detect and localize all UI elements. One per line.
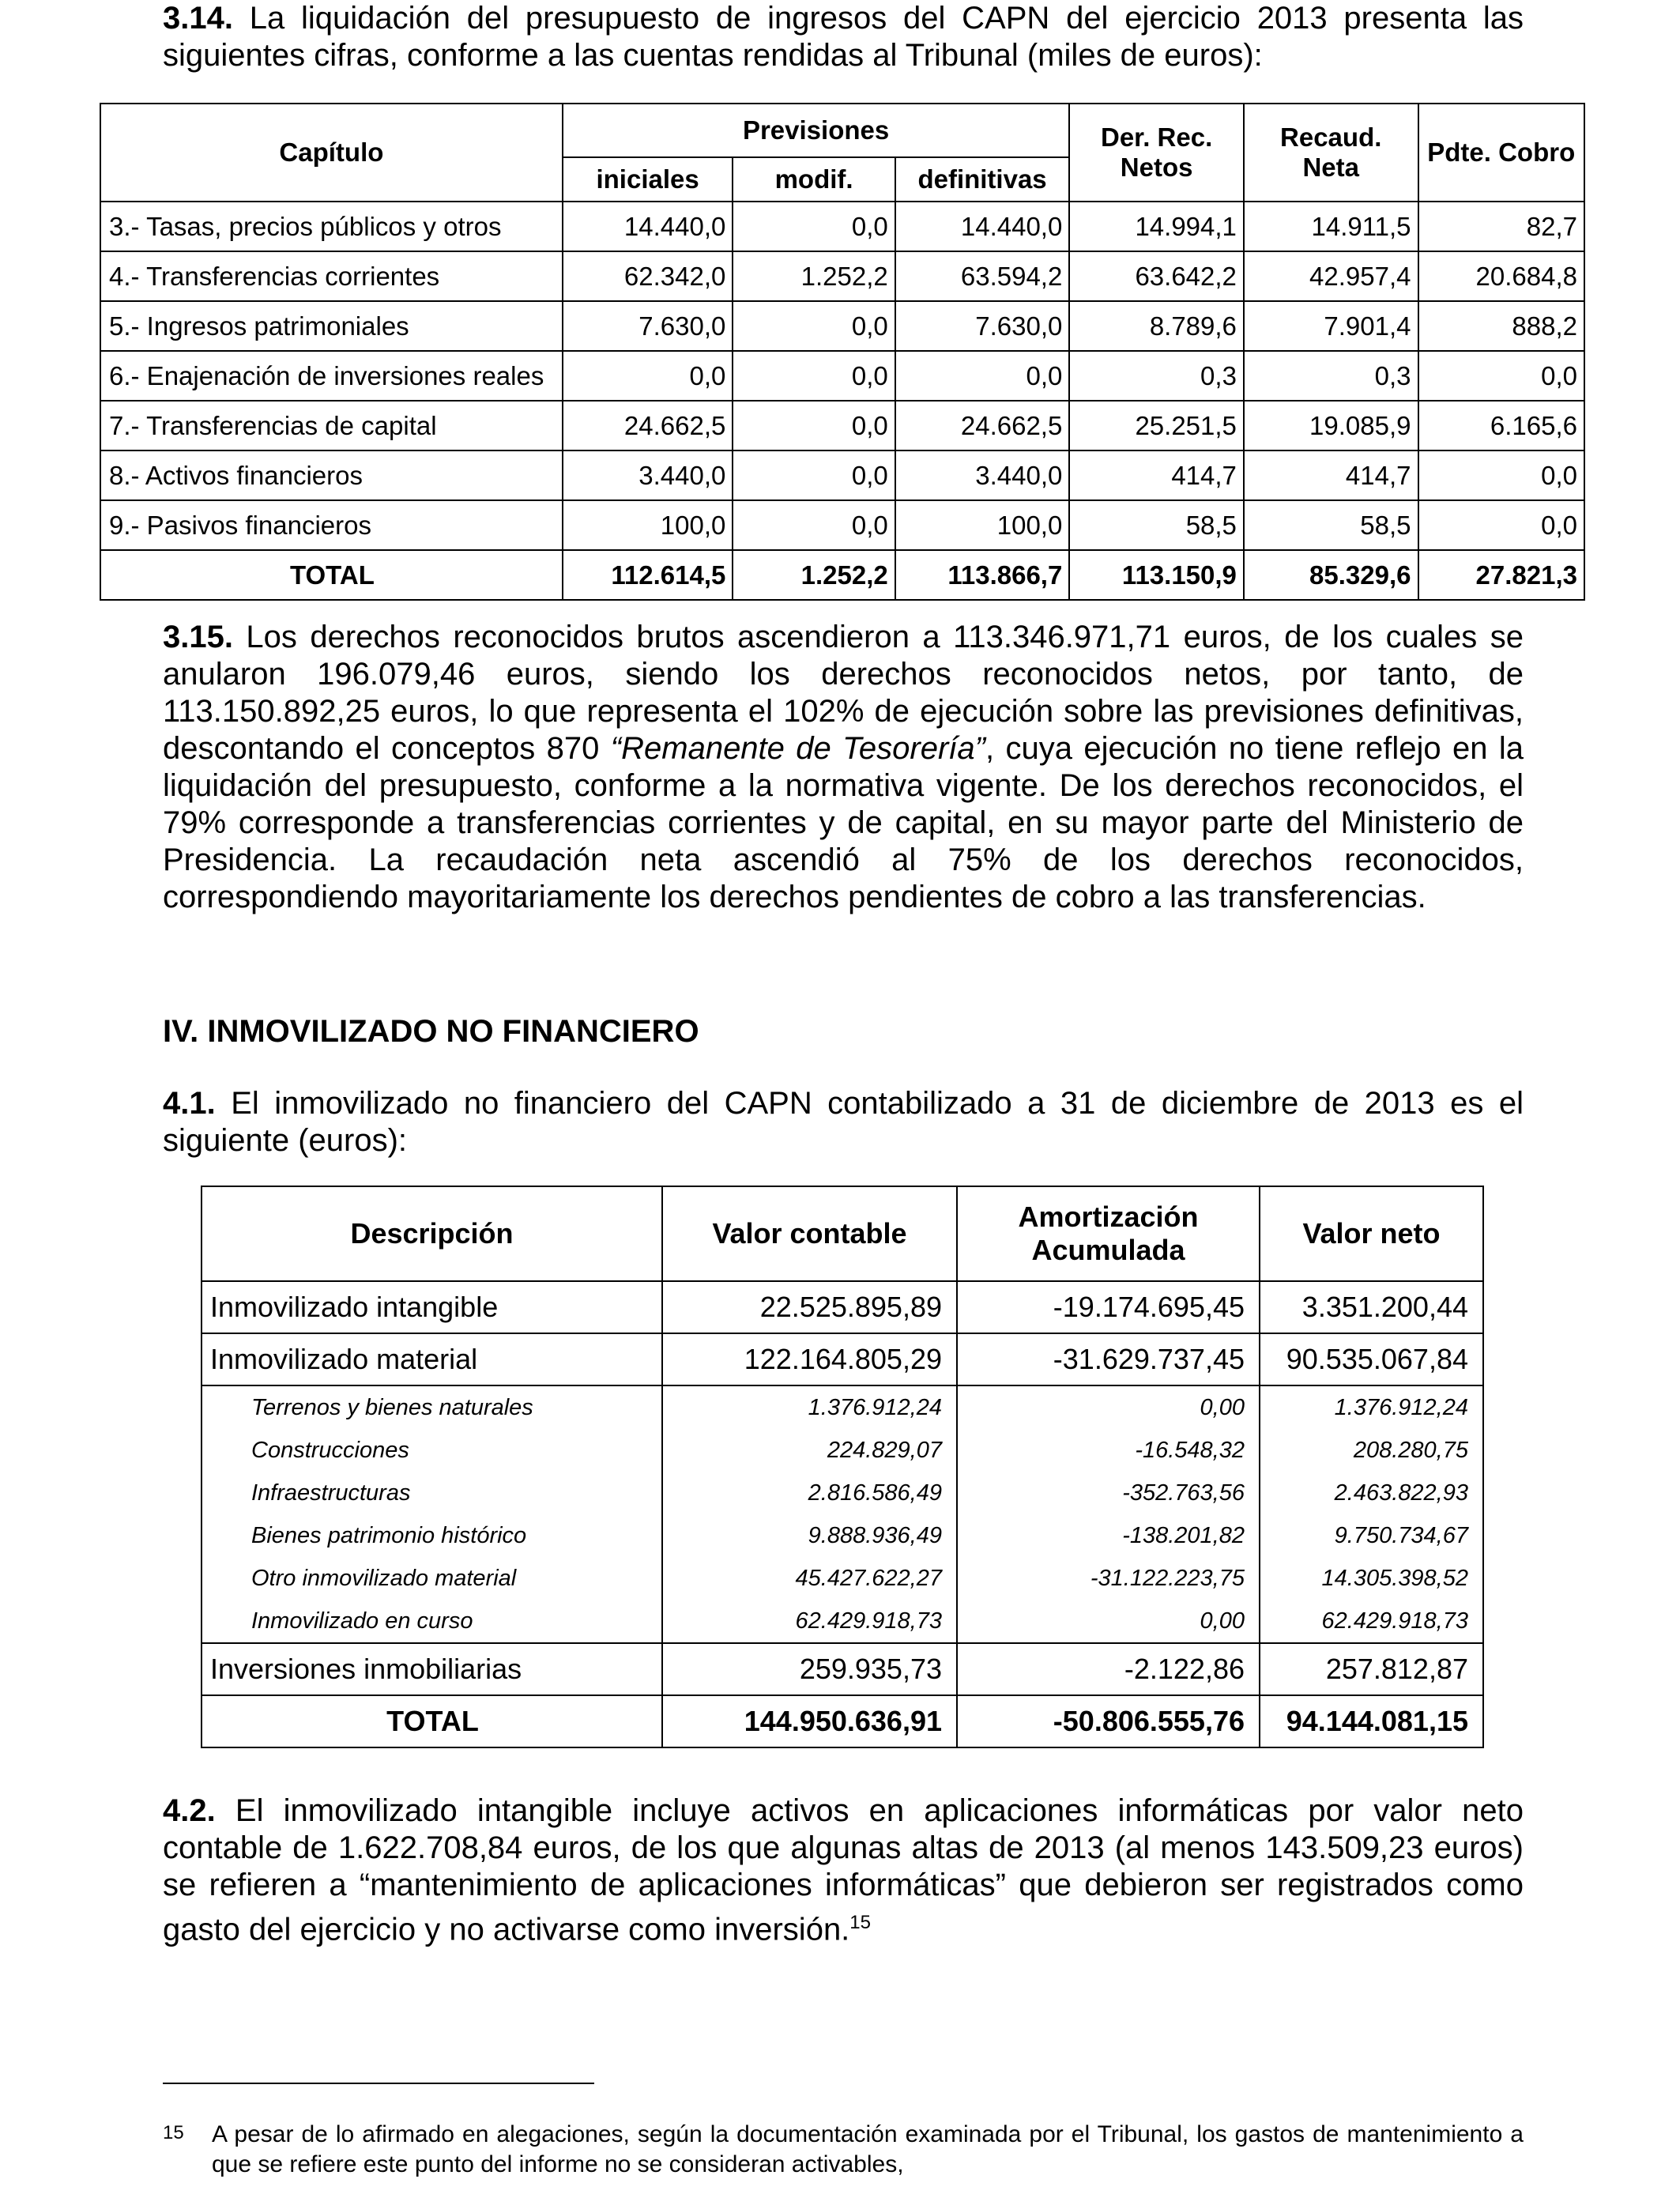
footnote-separator bbox=[163, 2083, 594, 2084]
value-cell: 14.911,5 bbox=[1244, 202, 1418, 251]
value-cell: 27.821,3 bbox=[1418, 550, 1585, 600]
value-cell: 3.440,0 bbox=[895, 450, 1070, 500]
row-label-cell: Construcciones bbox=[202, 1429, 662, 1472]
value-cell: 0,0 bbox=[895, 351, 1070, 401]
table-subrow bbox=[202, 1557, 1483, 1600]
paragraph-4-2 bbox=[163, 1793, 1524, 1948]
section-heading: IV. INMOVILIZADO NO FINANCIERO bbox=[163, 1014, 699, 1049]
header-previsiones: Previsiones bbox=[563, 104, 1070, 157]
table-subrow bbox=[202, 1514, 1483, 1557]
value-cell: 14.440,0 bbox=[563, 202, 733, 251]
table-row bbox=[100, 251, 1584, 301]
table-row bbox=[202, 1281, 1483, 1333]
value-cell: 94.144.081,15 bbox=[1260, 1695, 1483, 1747]
value-cell: 1.376.912,24 bbox=[1260, 1385, 1483, 1429]
paragraph-text-italic: “Remanente de Tesorería” bbox=[610, 731, 985, 766]
table-row bbox=[100, 202, 1584, 251]
paragraph-3-14 bbox=[163, 0, 1524, 74]
value-cell: 0,00 bbox=[957, 1600, 1260, 1643]
table-total-row bbox=[202, 1695, 1483, 1747]
value-cell: 2.816.586,49 bbox=[662, 1472, 957, 1514]
value-cell: 0,00 bbox=[957, 1385, 1260, 1429]
value-cell: 63.594,2 bbox=[895, 251, 1070, 301]
row-label-cell: 4.- Transferencias corrientes bbox=[100, 251, 563, 301]
header-recaud: Recaud. Neta bbox=[1244, 104, 1418, 202]
paragraph-4-1 bbox=[163, 1085, 1524, 1159]
table-subrow bbox=[202, 1429, 1483, 1472]
table-row bbox=[202, 1643, 1483, 1695]
row-label-cell: 9.- Pasivos financieros bbox=[100, 500, 563, 550]
value-cell: 14.440,0 bbox=[895, 202, 1070, 251]
value-cell: 9.888.936,49 bbox=[662, 1514, 957, 1557]
value-cell: 7.901,4 bbox=[1244, 301, 1418, 351]
row-label-cell: Inmovilizado en curso bbox=[202, 1600, 662, 1643]
paragraph-text: El inmovilizado no financiero del CAPN contabilizado a 31 de diciembre de 2013 es el siguiente (euros): bbox=[163, 1086, 1524, 1158]
value-cell: 112.614,5 bbox=[563, 550, 733, 600]
fixed-assets-table bbox=[201, 1186, 1484, 1748]
table-subrow bbox=[202, 1600, 1483, 1643]
header-der-rec: Der. Rec. Netos bbox=[1069, 104, 1244, 202]
value-cell: 113.150,9 bbox=[1069, 550, 1244, 600]
value-cell: 0,0 bbox=[733, 401, 895, 450]
value-cell: 8.789,6 bbox=[1069, 301, 1244, 351]
value-cell: -50.806.555,76 bbox=[957, 1695, 1260, 1747]
row-label-cell: Terrenos y bienes naturales bbox=[202, 1385, 662, 1429]
value-cell: 0,0 bbox=[1418, 351, 1585, 401]
paragraph-number: 4.2. bbox=[163, 1793, 216, 1828]
value-cell: 259.935,73 bbox=[662, 1643, 957, 1695]
value-cell: 122.164.805,29 bbox=[662, 1333, 957, 1385]
value-cell: 0,3 bbox=[1244, 351, 1418, 401]
table-total-row bbox=[100, 550, 1584, 600]
row-label-cell: Bienes patrimonio histórico bbox=[202, 1514, 662, 1557]
footnote-reference[interactable]: 15 bbox=[849, 1912, 871, 1933]
value-cell: -31.629.737,45 bbox=[957, 1333, 1260, 1385]
header-iniciales: iniciales bbox=[563, 157, 733, 202]
table-row bbox=[100, 450, 1584, 500]
header-valor-contable: Valor contable bbox=[662, 1186, 957, 1281]
value-cell: 888,2 bbox=[1418, 301, 1585, 351]
value-cell: 6.165,6 bbox=[1418, 401, 1585, 450]
paragraph-number: 3.14. bbox=[163, 1, 233, 36]
value-cell: 0,0 bbox=[563, 351, 733, 401]
row-label-cell: 8.- Activos financieros bbox=[100, 450, 563, 500]
header-capitulo: Capítulo bbox=[100, 104, 563, 202]
row-label-cell: 6.- Enajenación de inversiones reales bbox=[100, 351, 563, 401]
value-cell: 2.463.822,93 bbox=[1260, 1472, 1483, 1514]
value-cell: 82,7 bbox=[1418, 202, 1585, 251]
value-cell: 0,0 bbox=[733, 202, 895, 251]
row-label-cell: TOTAL bbox=[100, 550, 563, 600]
table-row bbox=[100, 500, 1584, 550]
value-cell: 42.957,4 bbox=[1244, 251, 1418, 301]
value-cell: -19.174.695,45 bbox=[957, 1281, 1260, 1333]
value-cell: 208.280,75 bbox=[1260, 1429, 1483, 1472]
table-row bbox=[202, 1333, 1483, 1385]
value-cell: 0,0 bbox=[733, 301, 895, 351]
row-label-cell: TOTAL bbox=[202, 1695, 662, 1747]
paragraph-text: El inmovilizado intangible incluye activos en aplicaciones informáticas por valor neto contable de 1.622.708,84 euros, de los que algunas altas de 2013 (al menos 143.509,23 euros) se refieren a “mantenimiento de aplicaciones informáticas” que debieron ser registrados como gasto del ejercicio y no activarse como inversión. bbox=[163, 1793, 1524, 1947]
value-cell: -31.122.223,75 bbox=[957, 1557, 1260, 1600]
row-label-cell: Inversiones inmobiliarias bbox=[202, 1643, 662, 1695]
row-label-cell: 7.- Transferencias de capital bbox=[100, 401, 563, 450]
value-cell: 0,0 bbox=[1418, 500, 1585, 550]
value-cell: 1.376.912,24 bbox=[662, 1385, 957, 1429]
value-cell: 62.342,0 bbox=[563, 251, 733, 301]
header-descripcion: Descripción bbox=[202, 1186, 662, 1281]
header-valor-neto: Valor neto bbox=[1260, 1186, 1483, 1281]
value-cell: 113.866,7 bbox=[895, 550, 1070, 600]
table-subrow bbox=[202, 1472, 1483, 1514]
value-cell: 414,7 bbox=[1069, 450, 1244, 500]
value-cell: -138.201,82 bbox=[957, 1514, 1260, 1557]
value-cell: 63.642,2 bbox=[1069, 251, 1244, 301]
table2-body bbox=[202, 1281, 1483, 1747]
table1-body bbox=[100, 202, 1584, 600]
value-cell: 224.829,07 bbox=[662, 1429, 957, 1472]
value-cell: 100,0 bbox=[563, 500, 733, 550]
footnote-number: 15 bbox=[163, 2122, 184, 2143]
value-cell: 7.630,0 bbox=[895, 301, 1070, 351]
value-cell: 58,5 bbox=[1244, 500, 1418, 550]
row-label-cell: 3.- Tasas, precios públicos y otros bbox=[100, 202, 563, 251]
value-cell: 20.684,8 bbox=[1418, 251, 1585, 301]
paragraph-text: La liquidación del presupuesto de ingresos del CAPN del ejercicio 2013 presenta las siguientes cifras, conforme a las cuentas rendidas al Tribunal (miles de euros): bbox=[163, 1, 1524, 73]
value-cell: 257.812,87 bbox=[1260, 1643, 1483, 1695]
value-cell: 100,0 bbox=[895, 500, 1070, 550]
value-cell: 0,0 bbox=[733, 351, 895, 401]
paragraph-3-15 bbox=[163, 619, 1524, 916]
budget-income-table bbox=[100, 103, 1585, 601]
row-label-cell: Otro inmovilizado material bbox=[202, 1557, 662, 1600]
value-cell: 62.429.918,73 bbox=[1260, 1600, 1483, 1643]
paragraph-number: 4.1. bbox=[163, 1086, 216, 1121]
table-row bbox=[100, 351, 1584, 401]
value-cell: 0,0 bbox=[733, 500, 895, 550]
value-cell: 3.440,0 bbox=[563, 450, 733, 500]
row-label-cell: Infraestructuras bbox=[202, 1472, 662, 1514]
footnote-text: A pesar de lo afirmado en alegaciones, según la documentación examinada por el Tribunal, los gastos de mantenimiento a que se refiere este punto del informe no se consideran activables, bbox=[212, 2121, 1524, 2177]
value-cell: 7.630,0 bbox=[563, 301, 733, 351]
row-label-cell: Inmovilizado material bbox=[202, 1333, 662, 1385]
value-cell: 0,3 bbox=[1069, 351, 1244, 401]
paragraph-text-a: Los derechos reconocidos brutos ascendieron a 113.346.971,71 euros, de los cuales se anularon 196.079,46 euros, siendo los derechos reconocidos netos, por tanto, de 113.150.892,25 euros, lo que representa el 102% de ejecución sobre las previsiones definitivas, descontando el conceptos 870 bbox=[163, 620, 1524, 766]
value-cell: 62.429.918,73 bbox=[662, 1600, 957, 1643]
value-cell: 3.351.200,44 bbox=[1260, 1281, 1483, 1333]
paragraph-text-b: , cuya ejecución no tiene reflejo en la liquidación del presupuesto, conforme a la normativa vigente. De los derechos reconocidos, el 79% corresponde a transferencias corrientes y de capital, en su mayor parte del Ministerio de Presidencia. La recaudación neta ascendió al 75% de los derechos reconocidos, correspondiendo mayoritariamente los derechos pendientes de cobro a las transferencias. bbox=[163, 731, 1524, 914]
value-cell: 22.525.895,89 bbox=[662, 1281, 957, 1333]
value-cell: -2.122,86 bbox=[957, 1643, 1260, 1695]
value-cell: -352.763,56 bbox=[957, 1472, 1260, 1514]
value-cell: 19.085,9 bbox=[1244, 401, 1418, 450]
paragraph-number: 3.15. bbox=[163, 620, 233, 654]
value-cell: 0,0 bbox=[1418, 450, 1585, 500]
row-label-cell: 5.- Ingresos patrimoniales bbox=[100, 301, 563, 351]
table-row bbox=[100, 301, 1584, 351]
header-definitivas: definitivas bbox=[895, 157, 1070, 202]
value-cell: 144.950.636,91 bbox=[662, 1695, 957, 1747]
table-subrow bbox=[202, 1385, 1483, 1429]
value-cell: 24.662,5 bbox=[895, 401, 1070, 450]
header-pdte: Pdte. Cobro bbox=[1418, 104, 1585, 202]
value-cell: 9.750.734,67 bbox=[1260, 1514, 1483, 1557]
header-amortizacion: Amortización Acumulada bbox=[957, 1186, 1260, 1281]
value-cell: 14.305.398,52 bbox=[1260, 1557, 1483, 1600]
value-cell: 90.535.067,84 bbox=[1260, 1333, 1483, 1385]
value-cell: 14.994,1 bbox=[1069, 202, 1244, 251]
value-cell: 58,5 bbox=[1069, 500, 1244, 550]
value-cell: 24.662,5 bbox=[563, 401, 733, 450]
header-modif: modif. bbox=[733, 157, 895, 202]
value-cell: 45.427.622,27 bbox=[662, 1557, 957, 1600]
value-cell: 85.329,6 bbox=[1244, 550, 1418, 600]
value-cell: 1.252,2 bbox=[733, 251, 895, 301]
value-cell: 414,7 bbox=[1244, 450, 1418, 500]
value-cell: -16.548,32 bbox=[957, 1429, 1260, 1472]
row-label-cell: Inmovilizado intangible bbox=[202, 1281, 662, 1333]
value-cell: 1.252,2 bbox=[733, 550, 895, 600]
value-cell: 25.251,5 bbox=[1069, 401, 1244, 450]
table-row bbox=[100, 401, 1584, 450]
value-cell: 0,0 bbox=[733, 450, 895, 500]
